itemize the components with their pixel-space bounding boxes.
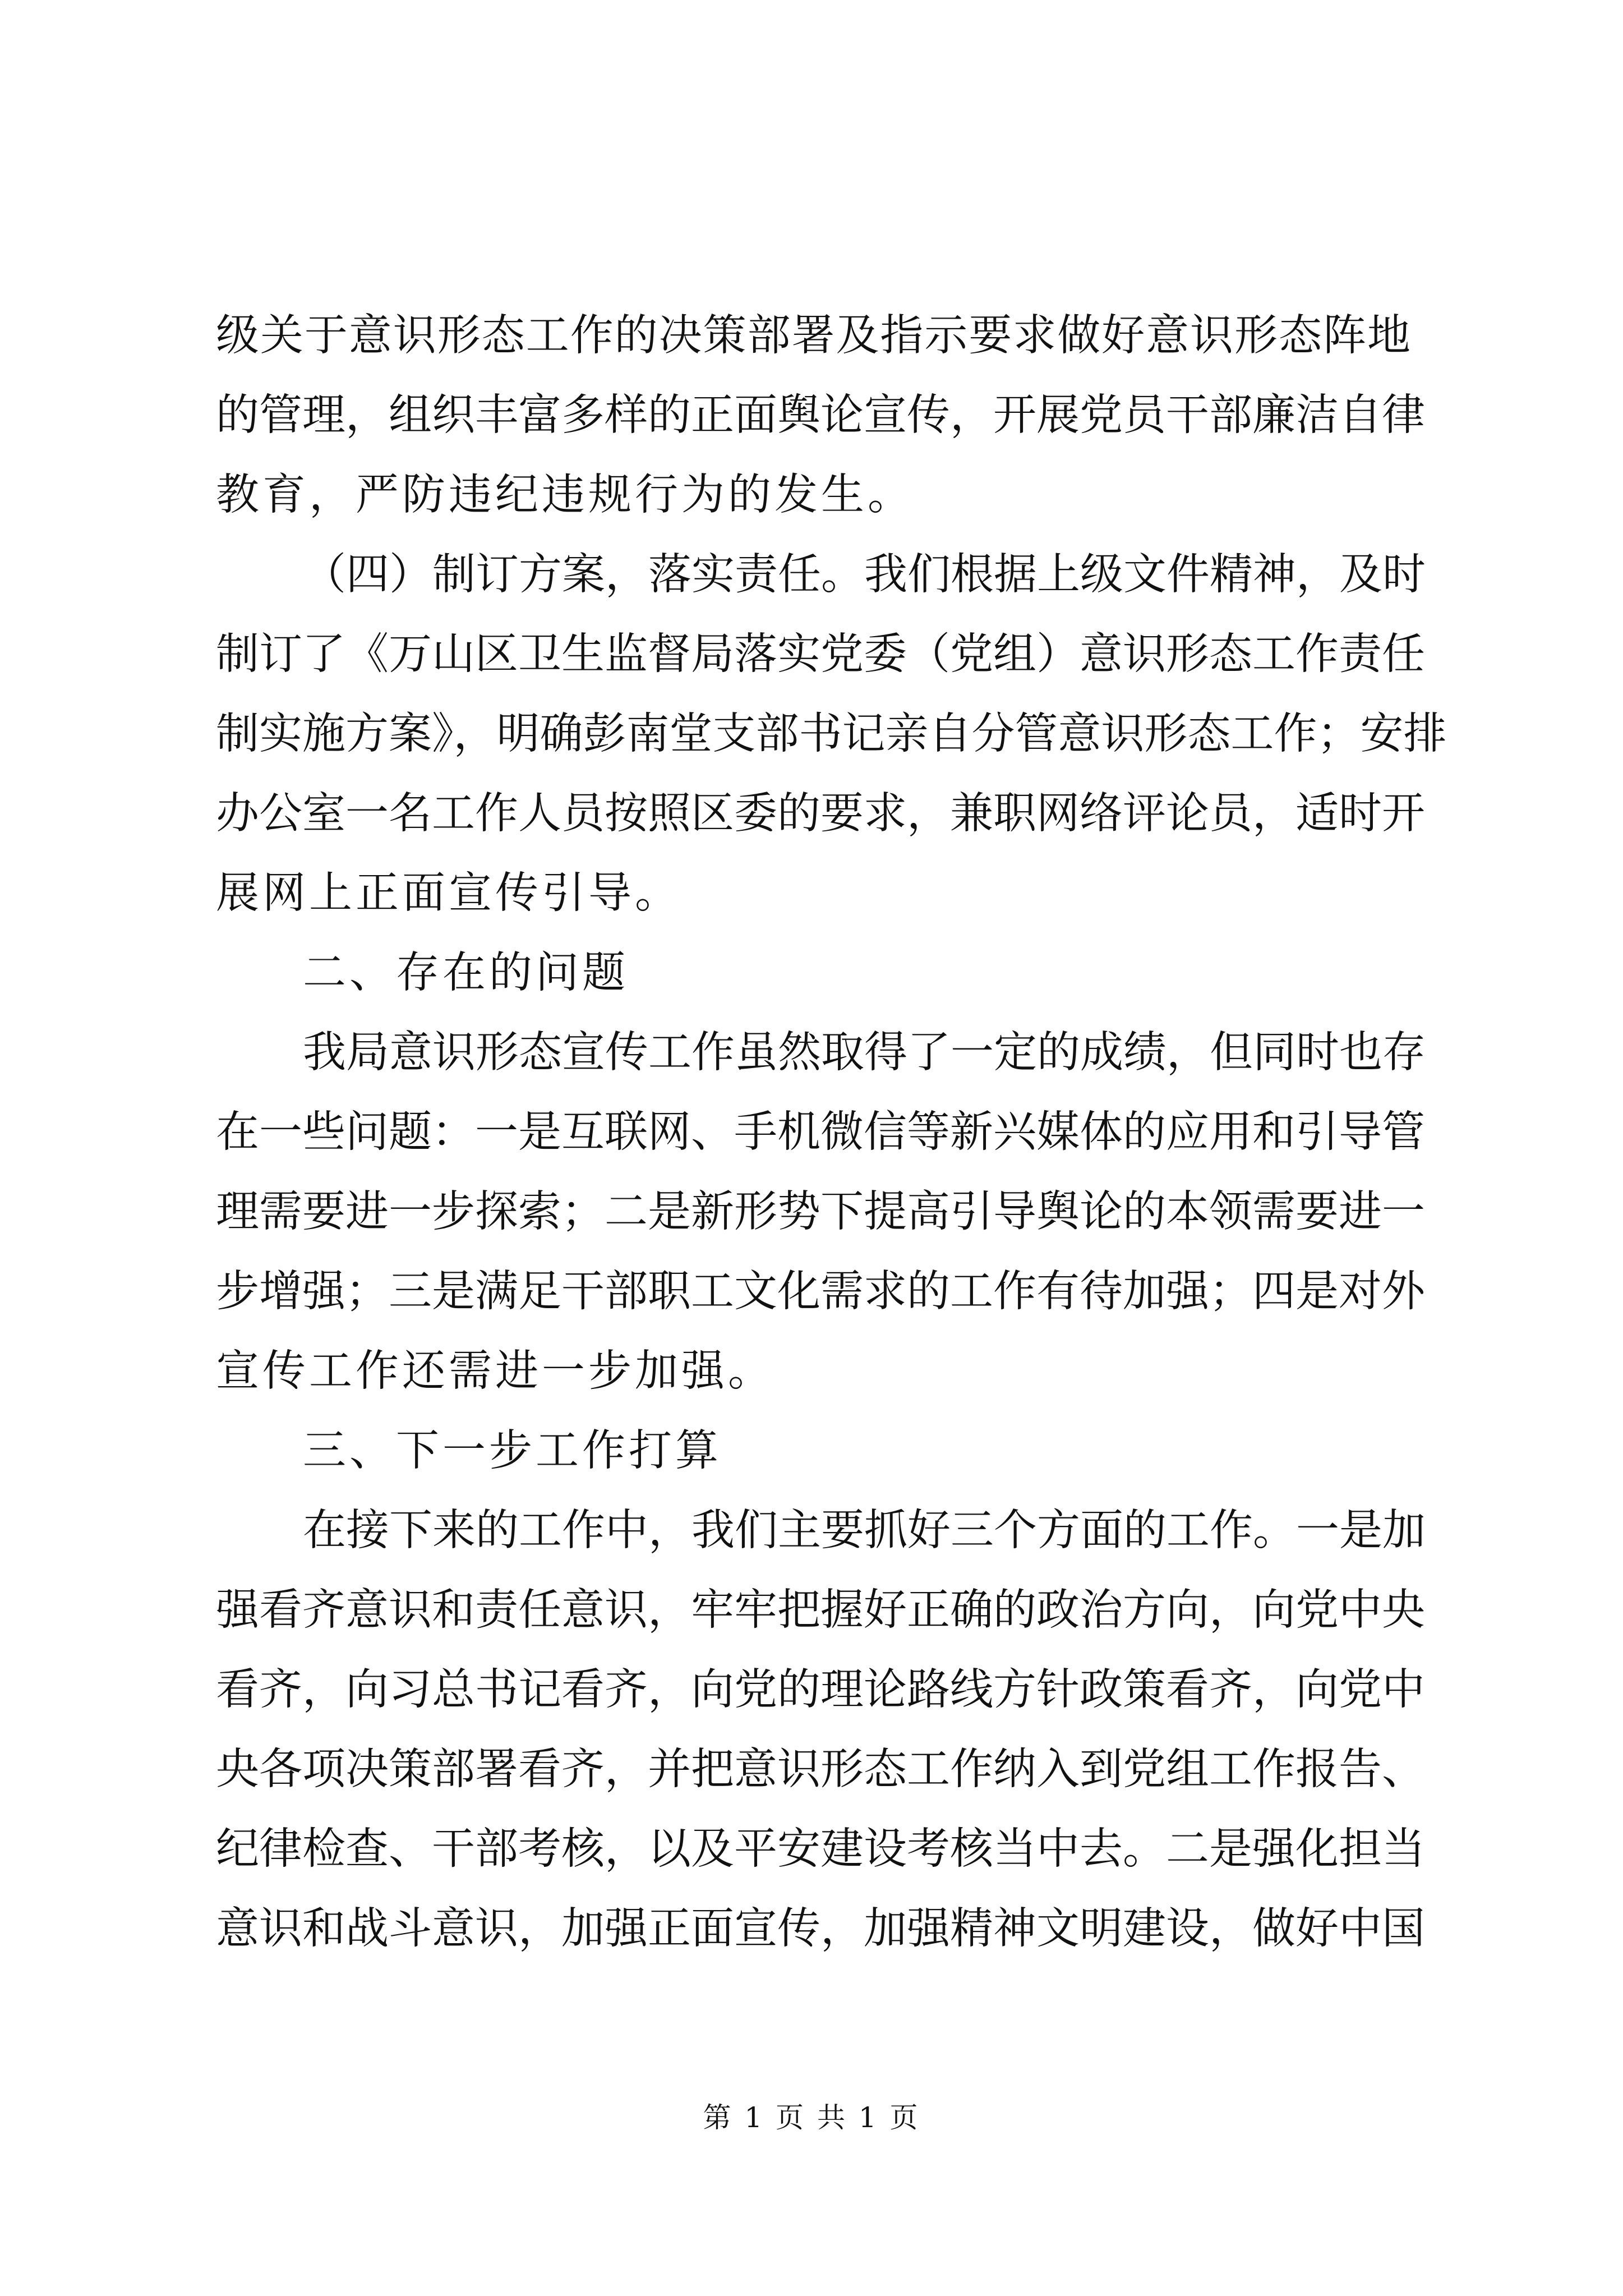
text-line: 办公室一名工作人员按照区委的要求，兼职网络评论员，适时开 [216,789,1425,839]
text-line: 宣传工作还需进一步加强。 [216,1346,774,1396]
text-line: 意识和战斗意识，加强正面宣传，加强精神文明建设，做好中国 [216,1904,1425,1954]
text-line: 教育，严防违纪违规行为的发生。 [216,470,914,520]
text-line: 理需要进一步探索；二是新形势下提高引导舆论的本领需要进一 [216,1187,1425,1237]
document-body [216,296,1447,1969]
text-line: （四）制订方案，落实责任。我们根据上级文件精神，及时 [303,550,1426,600]
section-heading: 三、下一步工作打算 [303,1426,722,1476]
text-line: 制订了《万山区卫生监督局落实党委（党组）意识形态工作责任 [216,629,1425,679]
text-line: 我局意识形态宣传工作虽然取得了一定的成绩，但同时也存 [303,1028,1426,1078]
text-line: 在接下来的工作中，我们主要抓好三个方面的工作。一是加 [303,1506,1426,1556]
text-line: 级关于意识形态工作的决策部署及指示要求做好意识形态阵地 [216,311,1410,361]
text-line: 在一些问题：一是互联网、手机微信等新兴媒体的应用和引导管 [216,1107,1425,1157]
text-line: 步增强；三是满足干部职工文化需求的工作有待加强；四是对外 [216,1267,1425,1317]
section-heading: 二、存在的问题 [303,948,629,998]
text-line: 看齐，向习总书记看齐，向党的理论路线方针政策看齐，向党中 [216,1665,1425,1715]
text-line: 纪律检查、干部考核，以及平安建设考核当中去。二是强化担当 [216,1824,1425,1874]
text-line: 的管理，组织丰富多样的正面舆论宣传，开展党员干部廉洁自律 [216,390,1425,440]
text-line: 强看齐意识和责任意识，牢牢把握好正确的政治方向，向党中央 [216,1585,1425,1635]
text-line: 制实施方案》，明确彭南堂支部书记亲自分管意识形态工作；安排 [216,709,1447,759]
text-line: 展网上正面宣传引导。 [216,868,681,918]
text-line: 央各项决策部署看齐，并把意识形态工作纳入到党组工作报告、 [216,1745,1425,1795]
page-footer: 第 1 页 共 1 页 [703,2101,920,2134]
